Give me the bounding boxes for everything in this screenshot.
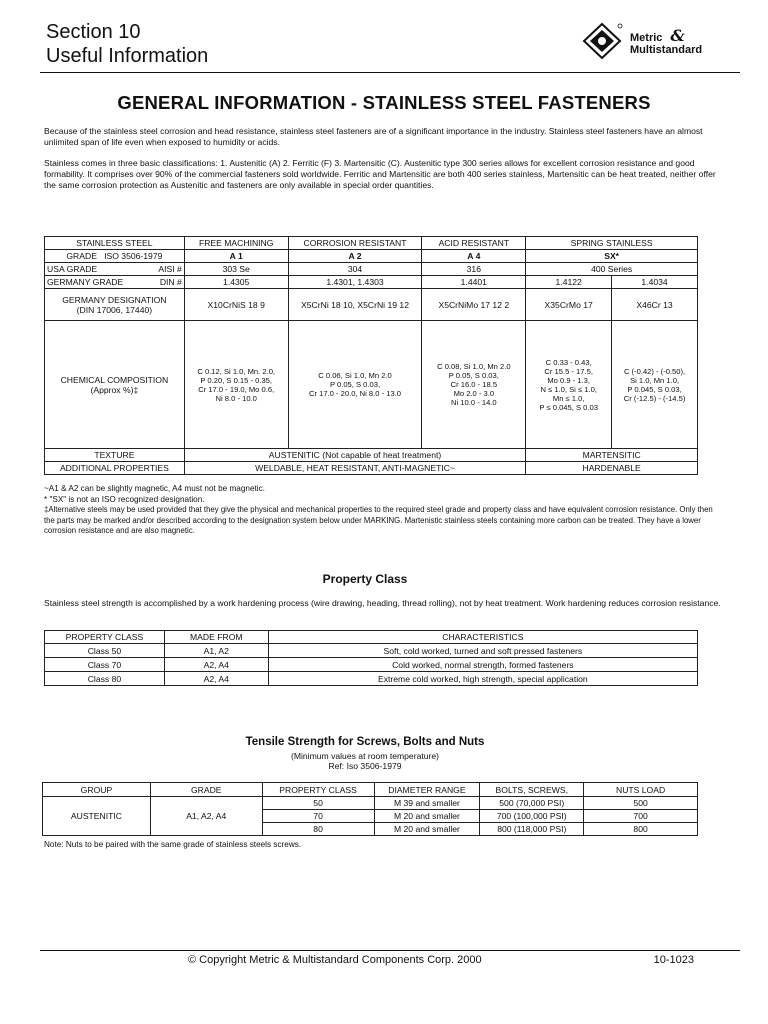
table-cell: Class 50 [45,644,165,658]
chem-cell [526,321,612,449]
table-row [45,644,698,658]
table-cell: Soft, cold worked, turned and soft pressed fasteners [268,644,697,658]
chem-line: C 0.08, Si 1.0, Mn 2.0 [437,362,511,371]
tensile-table [42,782,698,836]
table-row [45,672,698,686]
property-class-title: Property Class [322,572,408,586]
row-label [45,321,185,449]
intro-paragraph-2: Stainless comes in three basic classifications: 1. Austenitic (A) 2. Ferritic (F) 3. Martensitic (C). Austenitic type 300 series allows for excellent corrosion resistance and good formability. It comprises over 90% of the commercial fasteners sold worldwide. Ferritic and Martensitic are both 400 series stainless, Martensitic can be heat treated, neither offer the same corrosion protection as Austenitic and fasteners are only available in special order quantities. [44,158,716,190]
chem-cell [422,321,526,449]
header-cell: STAINLESS STEEL [45,237,185,250]
table-cell: M 20 and smaller [374,823,480,836]
header-cell: PROPERTY CLASS [262,783,374,797]
table-cell: X10CrNiS 18 9 [184,289,288,321]
chem-cell [184,321,288,449]
table-cell: 1.4301, 1.4303 [288,276,422,289]
grade-std: ISO 3506-1979 [104,251,163,261]
table-cell: M 20 and smaller [374,810,480,823]
table-cell: AUSTENITIC [43,797,151,836]
table-cell: 1.4034 [612,276,698,289]
chem-line: Ni 10.0 - 14.0 [451,398,497,407]
chem-line: Mn ≤ 1.0, [552,393,585,403]
chem-line: P 0.20, S 0.15 - 0.35, [200,375,273,385]
table-row [43,797,698,810]
table-cell: SX* [526,250,698,263]
table-cell: 70 [262,810,374,823]
section-label: Section 10 [46,21,141,43]
chem-line: C 0.06, Si 1.0, Mn 2.0 [318,371,392,380]
table-cell: 500 (70,000 PSI) [480,797,584,810]
designation-std: (DIN 17006, 17440) [76,304,153,315]
company-logo [580,22,750,62]
header-cell: ACID RESISTANT [422,237,526,250]
table-cell: A 1 [184,250,288,263]
table-header-row [43,783,698,797]
table-cell: A1, A2, A4 [150,797,262,836]
table-cell: M 39 and smaller [374,797,480,810]
footnote-magnetic: ~A1 & A2 can be slightly magnetic, A4 must not be magnetic. [44,484,265,493]
chem-line: Cr 17.0 - 19.0, Mo 0.6, [198,384,275,394]
footer-rule [40,950,740,951]
table-cell: A 2 [288,250,422,263]
header-cell: NUTS LOAD [584,783,698,797]
chem-cell [288,321,422,449]
header-cell: FREE MACHINING [184,237,288,250]
chem-line: Cr 17.0 - 20.0, Ni 8.0 - 13.0 [309,389,402,398]
grade-label: GRADE [66,251,97,261]
table-cell: A 4 [422,250,526,263]
table-cell: HARDENABLE [526,462,698,475]
table-cell: Class 70 [45,658,165,672]
table-row [45,250,698,263]
header-cell: CHARACTERISTICS [268,631,697,644]
table-cell: A2, A4 [164,672,268,686]
table-row [45,263,698,276]
table-row [45,289,698,321]
header-cell: CORROSION RESISTANT [288,237,422,250]
chem-line: Si 1.0, Mn 1.0, [630,375,680,385]
table-row [45,658,698,672]
chem-cell [612,321,698,449]
header-cell: DIAMETER RANGE [374,783,480,797]
chem-line: P 0.05, S 0.03, [448,371,499,380]
chem-line: C 0.33 - 0.43, [545,357,592,367]
header-cell: SPRING STAINLESS [526,237,698,250]
table-row [45,462,698,475]
footnote-sx: * "SX" is not an ISO recognized designation. [44,494,205,504]
chem-line: Cr 15.5 - 17.5, [544,366,593,376]
germany-din: DIN # [159,277,182,287]
table-header-row [45,237,698,250]
table-cell: AUSTENITIC (Not capable of heat treatment) [184,449,525,462]
row-label: TEXTURE [45,449,185,462]
stainless-steel-table [44,236,698,475]
header-cell: MADE FROM [164,631,268,644]
tensile-subtitle: (Minimum values at room temperature) [290,751,440,761]
table-cell: 700 (100,000 PSI) [480,810,584,823]
page-title: GENERAL INFORMATION - STAINLESS STEEL FASTENERS [117,92,651,113]
section-subtitle: Useful Information [46,45,209,67]
row-label [45,276,185,289]
logo-emblem-icon [580,22,624,60]
table-cell: X46Cr 13 [612,289,698,321]
tensile-note: Note: Nuts to be paired with the same grade of stainless steels screws. [44,840,302,849]
table-cell: 304 [288,263,422,276]
table-cell: 316 [422,263,526,276]
header-cell: GROUP [43,783,151,797]
table-cell: 80 [262,823,374,836]
section-header [46,20,208,68]
table-header-row [45,631,698,644]
table-cell: 800 [584,823,698,836]
table-cell: 400 Series [526,263,698,276]
tensile-title: Tensile Strength for Screws, Bolts and Nuts [245,736,485,748]
table-cell: A2, A4 [164,658,268,672]
header-cell: BOLTS, SCREWS, [480,783,584,797]
table-cell: X5CrNi 18 10, X5CrNi 19 12 [288,289,422,321]
chem-line: P 0.05, S 0.03, [329,380,381,389]
page-number: 10-1023 [653,954,694,966]
table-cell: MARTENSITIC [526,449,698,462]
table-cell: A1, A2 [164,644,268,658]
chem-line: C 0.12, Si 1.0, Mn. 2.0, [197,366,276,376]
table-cell: Cold worked, normal strength, formed fasteners [268,658,697,672]
table-row [45,449,698,462]
footnote-alternative: ‡Alternative steels may be used provided that they give the physical and mechanical properties to the required steel grade and property class and have equivalent corrosion resistance. Only then the parts may be marked and/or described according to the designation system below under MARKING. Martenistic stainless steels containing more carbon can be treated. They have a lower corrosion resistance and are also magnetic. [44,505,713,535]
table-cell: 800 (118,000 PSI) [480,823,584,836]
table-cell: 1.4401 [422,276,526,289]
usa-label: USA GRADE [47,264,98,274]
property-class-table [44,630,698,686]
logo-line1: Metric [630,32,663,44]
table-row [45,321,698,449]
table-cell: Class 80 [45,672,165,686]
chem-line: Cr (-12.5) - (-14.5) [623,393,686,403]
chem-line: P ≤ 0.045, S 0.03 [539,402,598,412]
chem-line: N ≤ 1.0, Si ≤ 1.0, [540,384,597,394]
table-cell: WELDABLE, HEAT RESISTANT, ANTI-MAGNETIC~ [184,462,525,475]
row-label: ADDITIONAL PROPERTIES [45,462,185,475]
logo-line2: Multistandard [630,44,703,56]
row-label [45,263,185,276]
table-cell: X35CrMo 17 [526,289,612,321]
copyright-text: © Copyright Metric & Multistandard Components Corp. 2000 [188,954,482,966]
table-cell: 50 [262,797,374,810]
chem-line: Cr 16.0 - 18.5 [450,380,498,389]
germany-label: GERMANY GRADE [47,277,124,287]
table-cell: 1.4305 [184,276,288,289]
table-cell: X5CrNiMo 17 12 2 [422,289,526,321]
chem-label: CHEMICAL COMPOSITION [60,374,169,385]
intro-paragraph-1: Because of the stainless steel corrosion and head resistance, stainless steel fasteners are of a significant importance in the industry. Stainless steel fasteners have an almost unlimited span of life even when exposed to humidity or acids. [44,126,703,147]
table-cell: Extreme cold worked, high strength, special application [268,672,697,686]
row-label [45,289,185,321]
chem-line: Ni 8.0 - 10.0 [215,393,257,403]
table-cell: 1.4122 [526,276,612,289]
table-row [45,276,698,289]
chem-line: Mo 0.9 - 1.3, [547,375,590,385]
tensile-reference: Ref: Iso 3506-1979 [328,761,402,771]
table-cell: 303 Se [184,263,288,276]
footnotes [44,484,714,537]
table-cell: 700 [584,810,698,823]
chem-line: P 0.045, S 0.03, [627,384,682,394]
logo-text [630,26,703,56]
row-label [45,250,185,263]
header-rule [40,72,740,73]
chem-line: C (-0.42) - (-0.50), [623,366,686,376]
designation-label: GERMANY DESIGNATION [62,294,167,305]
table-cell: 500 [584,797,698,810]
logo-amp: & [670,26,685,45]
property-class-text: Stainless steel strength is accomplished by a work hardening process (wire drawing, heading, thread rolling), not by heat treatment. Work hardening reduces corrosion resistance. [44,598,721,608]
chem-sub: (Approx %)‡ [90,384,139,395]
chem-line: Mo 2.0 - 3.0 [453,389,495,398]
header-cell: PROPERTY CLASS [45,631,165,644]
usa-aisi: AISI # [158,264,182,274]
header-cell: GRADE [150,783,262,797]
